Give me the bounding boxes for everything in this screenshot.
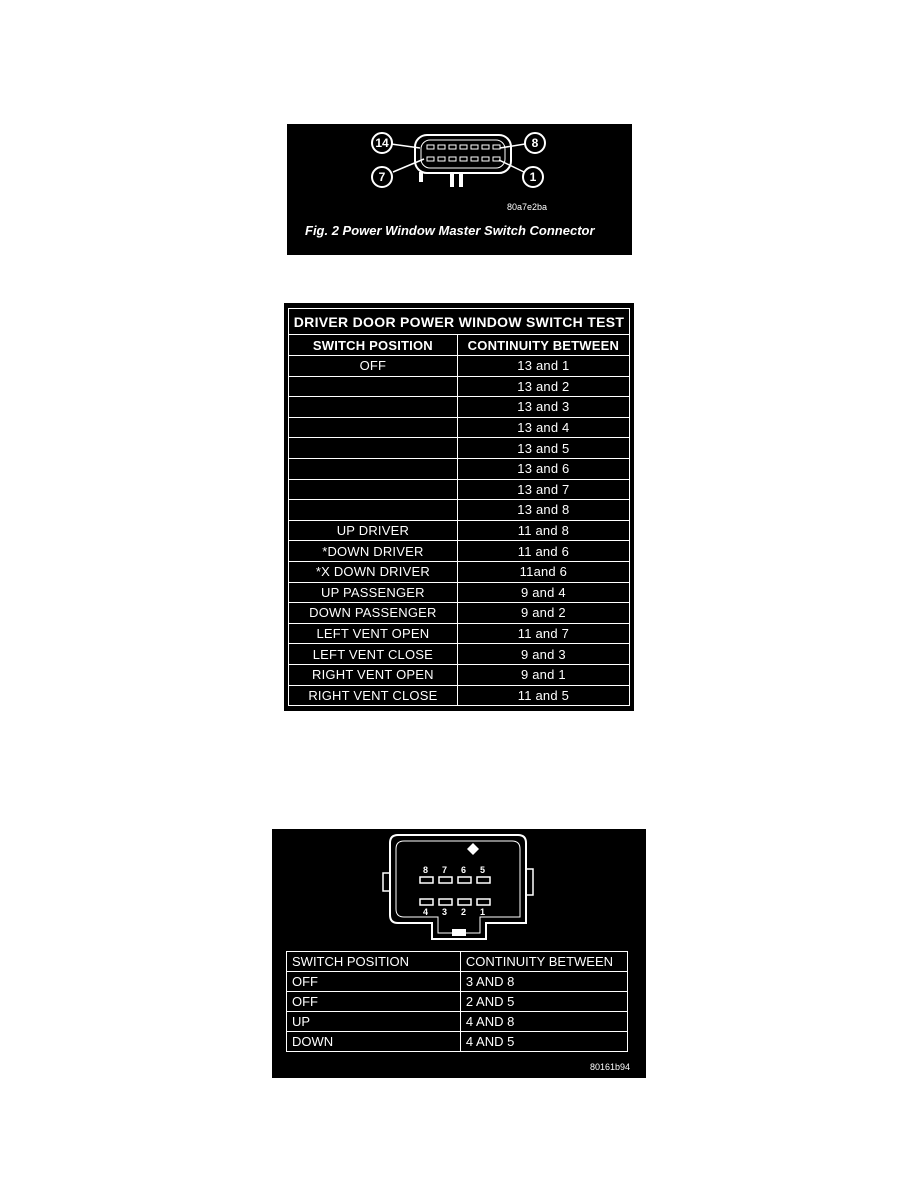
switch-position-cell: RIGHT VENT OPEN (289, 664, 458, 685)
switch-position-cell: UP DRIVER (289, 520, 458, 541)
continuity-cell: 11 and 6 (457, 541, 629, 562)
switch-position-cell: OFF (289, 356, 458, 377)
continuity-cell: 9 and 4 (457, 582, 629, 603)
switch-position-cell: DOWN PASSENGER (289, 603, 458, 624)
continuity-cell: 13 and 1 (457, 356, 629, 377)
table-row (289, 479, 630, 500)
column-header-continuity: CONTINUITY BETWEEN (457, 335, 629, 356)
table-title: DRIVER DOOR POWER WINDOW SWITCH TEST (289, 309, 630, 335)
pin-number-4: 4 (423, 907, 429, 917)
pin-number-5: 5 (480, 865, 486, 875)
table-row (289, 397, 630, 418)
switch-position-cell: UP (287, 1012, 461, 1032)
table-row (289, 644, 630, 665)
pin-number-7: 7 (442, 865, 448, 875)
continuity-cell: 4 AND 8 (460, 1012, 627, 1032)
continuity-cell: 13 and 7 (457, 479, 629, 500)
table-row (289, 458, 630, 479)
switch-position-cell: OFF (287, 992, 461, 1012)
pin-1-callout: 1 (522, 166, 544, 188)
continuity-cell: 11 and 8 (457, 520, 629, 541)
continuity-cell: 9 and 3 (457, 644, 629, 665)
connector-figure (287, 124, 632, 255)
continuity-cell: 11 and 7 (457, 623, 629, 644)
table-row (287, 992, 628, 1012)
switch-connector-figure (272, 829, 646, 1078)
table-row (289, 582, 630, 603)
table-row (289, 664, 630, 685)
continuity-cell: 13 and 8 (457, 500, 629, 521)
switch-position-cell: UP PASSENGER (289, 582, 458, 603)
figure-code: 80161b94 (590, 1062, 631, 1072)
continuity-cell: 13 and 3 (457, 397, 629, 418)
continuity-cell: 13 and 5 (457, 438, 629, 459)
switch-position-cell (289, 376, 458, 397)
continuity-cell: 3 AND 8 (460, 972, 627, 992)
switch-position-cell (289, 500, 458, 521)
column-header-switch-position: SWITCH POSITION (289, 335, 458, 356)
figure-caption: Fig. 2 Power Window Master Switch Connector (305, 223, 595, 238)
table-row (289, 603, 630, 624)
table-row (289, 623, 630, 644)
continuity-cell: 11and 6 (457, 561, 629, 582)
table-row (287, 972, 628, 992)
table-row (289, 520, 630, 541)
switch-position-cell (289, 417, 458, 438)
pin-7-callout: 7 (371, 166, 393, 188)
continuity-cell: 2 AND 5 (460, 992, 627, 1012)
pin-number-6: 6 (461, 865, 467, 875)
pin-number-1: 1 (480, 907, 486, 917)
switch-position-cell: *X DOWN DRIVER (289, 561, 458, 582)
switch-position-cell (289, 458, 458, 479)
pin-number-8: 8 (423, 865, 429, 875)
column-header-switch-position: SWITCH POSITION (287, 952, 461, 972)
continuity-cell: 9 and 1 (457, 664, 629, 685)
table-row (289, 356, 630, 377)
figure-code: 80a7e2ba (507, 202, 548, 212)
continuity-cell: 9 and 2 (457, 603, 629, 624)
switch-position-cell: *DOWN DRIVER (289, 541, 458, 562)
table-row (289, 417, 630, 438)
switch-position-cell: LEFT VENT CLOSE (289, 644, 458, 665)
continuity-cell: 13 and 6 (457, 458, 629, 479)
switch-test-table (288, 308, 630, 706)
table-row (289, 685, 630, 706)
switch-position-cell: LEFT VENT OPEN (289, 623, 458, 644)
pin-number-2: 2 (461, 907, 467, 917)
switch-position-cell (289, 438, 458, 459)
table-row (289, 438, 630, 459)
column-header-continuity: CONTINUITY BETWEEN (460, 952, 627, 972)
continuity-cell: 13 and 4 (457, 417, 629, 438)
switch-position-cell: RIGHT VENT CLOSE (289, 685, 458, 706)
pin-8-callout: 8 (524, 132, 546, 154)
table-row (289, 541, 630, 562)
switch-position-cell (289, 397, 458, 418)
switch-position-cell: DOWN (287, 1032, 461, 1052)
table-row (289, 561, 630, 582)
table-row (287, 1012, 628, 1032)
continuity-cell: 13 and 2 (457, 376, 629, 397)
pin-number-3: 3 (442, 907, 448, 917)
switch-test-table-panel (284, 303, 634, 711)
switch-position-cell: OFF (287, 972, 461, 992)
switch-position-cell (289, 479, 458, 500)
continuity-cell: 11 and 5 (457, 685, 629, 706)
table-row (289, 500, 630, 521)
table-row (287, 1032, 628, 1052)
switch-continuity-table (286, 951, 628, 1052)
continuity-cell: 4 AND 5 (460, 1032, 627, 1052)
pin-14-callout: 14 (371, 132, 393, 154)
table-row (289, 376, 630, 397)
